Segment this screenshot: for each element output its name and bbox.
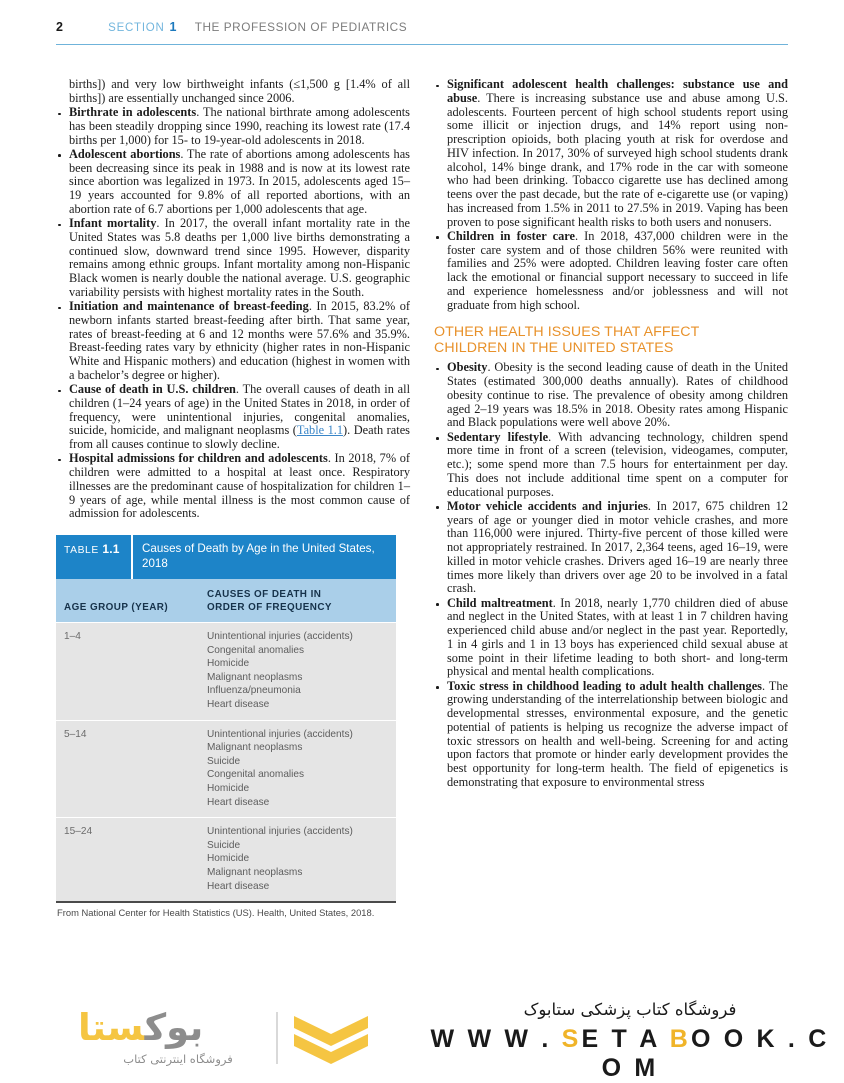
bullet-body-after: ). Death rates from all causes continue to slowly decline. [69,423,410,451]
bullet-body: . The growing understanding of the interrelationship between biologic and developmental stresses, environmental exposure, and the genetic potential of patients is helping us recognize the adverse impact of toxic stressors on health and well-being. Screening for and acting upon factors that promote or hinder early development provides the best opportunity for long-term health. The field of epigenetics is demonstrating that exposure to environmental stress [447,678,789,789]
cell-age-group: 1–4 [64,631,81,642]
section-title: THE PROFESSION OF PEDIATRICS [194,20,408,34]
cause-list [207,728,390,810]
bullet-body: . In 2017, the overall infant mortality rate in the United States was 5.8 deaths per 1,000 live births demonstrating a continued slow, downward trend since 1995. However, disparity remains among ethnic groups. Infant mortality among non-Hispanic Black women is nearly double the national average. U.S. geographic variability persists with highest mortality rates in the South. [69,216,410,299]
watermark-footer [0,996,844,1080]
wordmark-grey-part: بوک [144,1006,204,1049]
cause-item: Heart disease [207,796,270,808]
bullet-text [447,500,788,596]
table-cross-reference-link[interactable]: Table 1.1 [296,423,344,438]
cause-item: Malignant neoplasms [207,866,303,878]
bullet-body: . Obesity is the second leading cause of death in the United States (estimated 300,000 deaths annually). Rates of childhood obesity continue to rise. The prevalence of obesity among children aged 2–19 years was 18.5% in 2018. Obesity rates among Hispanic and Black populations were well above 20%. [447,360,788,430]
bullet-lead: Toxic stress in childhood leading to adult health challenges [447,678,762,693]
section-number: 1 [169,20,177,34]
bullet-lead: Hospital admissions for children and adolescents [69,451,328,466]
list-item [56,148,410,217]
bullet-lead: Motor vehicle accidents and injuries [447,498,648,513]
bullet-lead: Children in foster care [447,228,575,243]
cause-item: Heart disease [207,698,270,710]
table-row [56,622,396,720]
bullet-lead: Cause of death in U.S. children [69,382,236,396]
cause-item: Malignant neoplasms [207,742,303,754]
bullet-text [447,230,788,313]
bullet-body: . In 2017, 675 children 12 years of age or younger died in motor vehicle crashes, and more than 116,000 were injured. Thirty-five percent of those killed were not appropriately restrained. In 2017, 2,364 teens, aged 16–19, were killed in motor vehicle crashes. Drivers aged 16–19 are nearly three times more likely than drivers over age 20 to be involved in a fatal crash. [447,498,788,596]
bullet-text [69,452,410,521]
section-label: SECTION [108,22,165,34]
url-letter-s: S [561,1025,582,1053]
list-item [434,500,788,596]
bullet-lead: Obesity [447,360,488,375]
chevron-stack-icon [292,1014,370,1064]
cause-item: Homicide [207,853,250,865]
url-letter-b: B [669,1025,691,1053]
bullet-body: . The overall causes of death in all children (1–24 years of age) in the United States in 2018, in order of frequency, were unintentional injuries, congenital anomalies, suicide, homicide, and malignant neoplasms ( [69,382,411,438]
cause-list [207,630,390,712]
column-header-causes-line1: CAUSES OF DEATH IN [207,589,322,600]
bullet-body: . In 2018, 7% of children were admitted to a hospital at least once. Respiratory illnesses are the predominant cause of hospitalization for children 1–9 years of age, while mental illness is the most common cause of admission for adolescents. [69,451,410,521]
bullet-text [447,361,788,430]
left-bullet-list [56,78,410,521]
logo-divider [276,1012,278,1064]
table-title: Causes of Death by Age in the United States, 2018 [142,542,375,570]
list-item [434,361,788,430]
bullet-body: . There is increasing substance use and abuse among U.S. adolescents. Fourteen percent of high school students report using some illicit or injection drugs, and 14% report using non-prescription opioids, both placing youth at risk for overdose and HIV infection. In 2017, 30% of surveyed high school students drank alcohol, 14% binge drank, and 17% rode in the car with someone who had been drinking. Tobacco cigarette use has declined among teens over the past decade, but the rate of e-cigarette use (or vaping) has increased from 1.5% in 2011 to 27.5% in 2019. Vaping has been proven to pose significant health risks to both users and nonusers. [447,90,788,229]
column-header-causes [207,579,396,622]
list-item [56,217,410,300]
list-item [434,680,788,790]
table-header-row [56,579,396,622]
bullet-body: . In 2015, 83.2% of newborn infants started breast-feeding after birth. That same year, rates of breast-feeding at 6 and 12 months were 57.6% and 35.9%. Breast-feeding rates vary by ethnicity (higher rates in non-Hispanic White and Hispanic mothers) and education (highest in women with a bachelor’s degree or higher). [69,299,410,382]
table-caption-bar [56,535,396,579]
continued-paragraph: births]) and very low birthweight infants (≤1,500 g [1.4% of all births]) are essentially unchanged since 2006. [69,77,410,105]
setabook-subtitle: فروشگاه اینترنتی کتاب [123,1052,233,1066]
url-suffix: O O K . C O M [601,1025,830,1082]
cause-item: Suicide [207,755,241,767]
url-prefix: W W W . [430,1025,562,1053]
cause-item: Congenital anomalies [207,769,305,781]
left-column [56,78,410,919]
bullet-body: . In 2018, nearly 1,770 children died of abuse and neglect in the United States, with at least 1 in 7 children having experienced child abuse and/or neglect in the past year. Reportedly, 1 in 4 girls and 1 in 13 boys has experienced child sexual abuse at some point in their lifetime leading to both short- and long-term physical and mental health complications. [447,595,788,679]
page-number: 2 [56,20,64,34]
bullet-lead: Child maltreatment [447,595,553,610]
cause-item: Homicide [207,782,250,794]
watermark-url[interactable] [430,1025,830,1083]
watermark-right [430,1000,830,1083]
bullet-lead: Initiation and maintenance of breast-feeding [69,299,309,313]
cell-causes [207,818,396,901]
bullet-lead: Sedentary lifestyle [447,429,549,444]
right-bullet-list-bottom [434,361,788,789]
bullet-body: . With advancing technology, children spend more time in front of a screen (television, videogames, computer, etc.); some spend more than 7.5 hours for entertainment per day. This does not include additional time spent on a computer for educational purposes. [447,429,789,499]
setabook-wordmark [78,1006,203,1049]
bullet-lead: Adolescent abortions [69,146,181,161]
list-item [434,597,788,680]
cause-item: Congenital anomalies [207,644,305,656]
page-body [56,78,788,919]
url-eta: E T A [581,1025,670,1053]
bullet-text [447,597,788,680]
cell-age-group: 15–24 [64,826,93,838]
continued-paragraph-item [56,78,410,106]
bullet-text [69,383,410,452]
table-row [56,817,396,901]
cause-item: Malignant neoplasms [207,671,303,683]
list-item [56,106,410,147]
section-heading-line1: OTHER HEALTH ISSUES THAT AFFECT [434,324,700,341]
table-label [56,535,133,579]
bullet-lead: Birthrate in adolescents [69,105,197,119]
list-item [56,383,410,452]
right-bullet-list-top [434,78,788,312]
section-heading [434,325,788,356]
cell-age-group: 5–14 [64,728,87,740]
bullet-text [69,148,410,217]
wordmark-yellow-part: ستا [78,1006,145,1049]
bullet-body: . The national birthrate among adolescents has been steadily dropping since 1990, reaching its lowest rate (17.4 births per 1,000) for 15- to 19-year-old adolescents in 2018. [69,105,410,147]
cause-list [207,825,390,893]
bullet-text [447,78,788,229]
cause-item: Influenza/pneumonia [207,685,301,697]
cause-item: Unintentional injuries (accidents) [207,826,353,838]
bullet-text [69,217,410,300]
list-item [56,300,410,383]
table-row [56,720,396,818]
watermark-tagline: فروشگاه کتاب پزشکی ستابوک [523,1000,737,1019]
bullet-lead: Significant adolescent health challenges: substance use and abuse [447,77,788,105]
page-header [0,0,844,52]
right-column [434,78,788,919]
setabook-logo [70,1002,390,1076]
bullet-text [69,300,410,383]
cause-item: Unintentional injuries (accidents) [207,728,353,740]
table-label-number: 1.1 [102,542,120,556]
bullet-body: . In 2018, 437,000 children were in the foster care system and of those children 56% were reunited with families and 25% were adopted. Children leaving foster care often lack the emotional or financial support necessary to succeed in life and experience homelessness and/or joblessness and will not graduate from high school. [447,228,788,312]
cause-item: Heart disease [207,880,270,892]
bullet-body: . The rate of abortions among adolescents has been decreasing since its peak in 1988 and is now at its lowest rate since abortion was legalized in 1973. In 2015, adolescents aged 15–19 years accounted for 9.8% of all reported abortions, with an abortion rate of 6.7 abortions per 1,000 adolescents that age. [69,146,410,216]
cause-item: Unintentional injuries (accidents) [207,631,353,642]
table-source-note: From National Center for Health Statistics (US). Health, United States, 2018. [56,903,396,919]
bullet-text [69,106,410,147]
column-header-causes-line2: ORDER OF FREQUENCY [207,601,332,613]
cause-item: Homicide [207,658,250,670]
table-1-1 [56,535,396,919]
list-item [434,78,788,229]
list-item [434,431,788,500]
column-header-age-group: AGE GROUP (YEAR) [64,601,169,613]
list-item [434,230,788,313]
running-head [56,20,407,34]
list-item [56,452,410,521]
cell-causes [207,623,396,720]
bullet-text [447,431,788,500]
header-divider [56,44,788,45]
cell-causes [207,721,396,818]
section-heading-line2: CHILDREN IN THE UNITED STATES [434,339,674,356]
bullet-text [447,680,788,790]
table-label-word: TABLE [64,545,99,556]
cause-item: Suicide [207,839,241,851]
bullet-lead: Infant mortality [69,216,157,230]
